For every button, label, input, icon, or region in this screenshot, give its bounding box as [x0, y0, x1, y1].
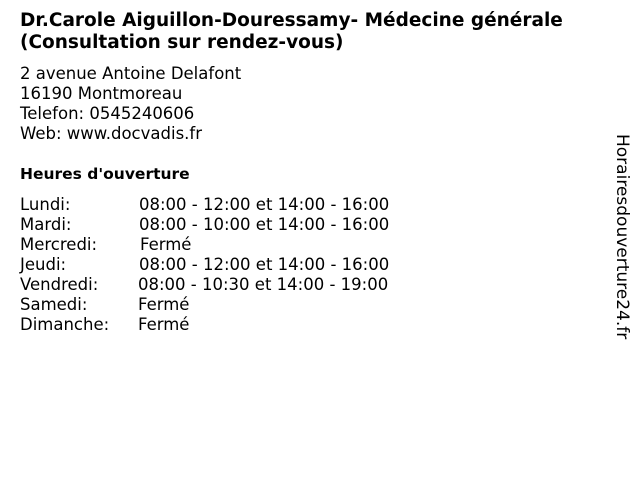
day-hours: Fermé	[138, 315, 190, 334]
day-hours: Fermé	[140, 235, 192, 254]
day-label: Jeudi:	[20, 255, 67, 274]
day-hours: 08:00 - 12:00 et 14:00 - 16:00	[139, 195, 390, 214]
street-address: 2 avenue Antoine Delafont	[20, 64, 242, 83]
day-label: Lundi:	[20, 195, 71, 214]
postal-city: 16190 Montmoreau	[20, 84, 183, 103]
day-label: Dimanche:	[20, 315, 110, 334]
phone-number: Telefon: 0545240606	[20, 104, 195, 123]
day-hours: 08:00 - 12:00 et 14:00 - 16:00	[139, 255, 390, 274]
website: Web: www.docvadis.fr	[20, 124, 202, 143]
opening-hours-heading: Heures d'ouverture	[20, 165, 190, 183]
site-watermark: Horairesdouverture24.fr	[612, 134, 632, 340]
day-hours: 08:00 - 10:30 et 14:00 - 19:00	[138, 275, 389, 294]
day-hours: Fermé	[138, 295, 190, 314]
day-label: Samedi:	[20, 295, 88, 314]
practice-title: Dr.Carole Aiguillon-Douressamy- Médecine générale (Consultation sur rendez-vous)	[20, 10, 563, 53]
day-label: Mardi:	[20, 215, 72, 234]
day-label: Vendredi:	[20, 275, 99, 294]
day-label: Mercredi:	[20, 235, 98, 254]
address-block	[20, 64, 241, 144]
day-hours: 08:00 - 10:00 et 14:00 - 16:00	[139, 215, 390, 234]
